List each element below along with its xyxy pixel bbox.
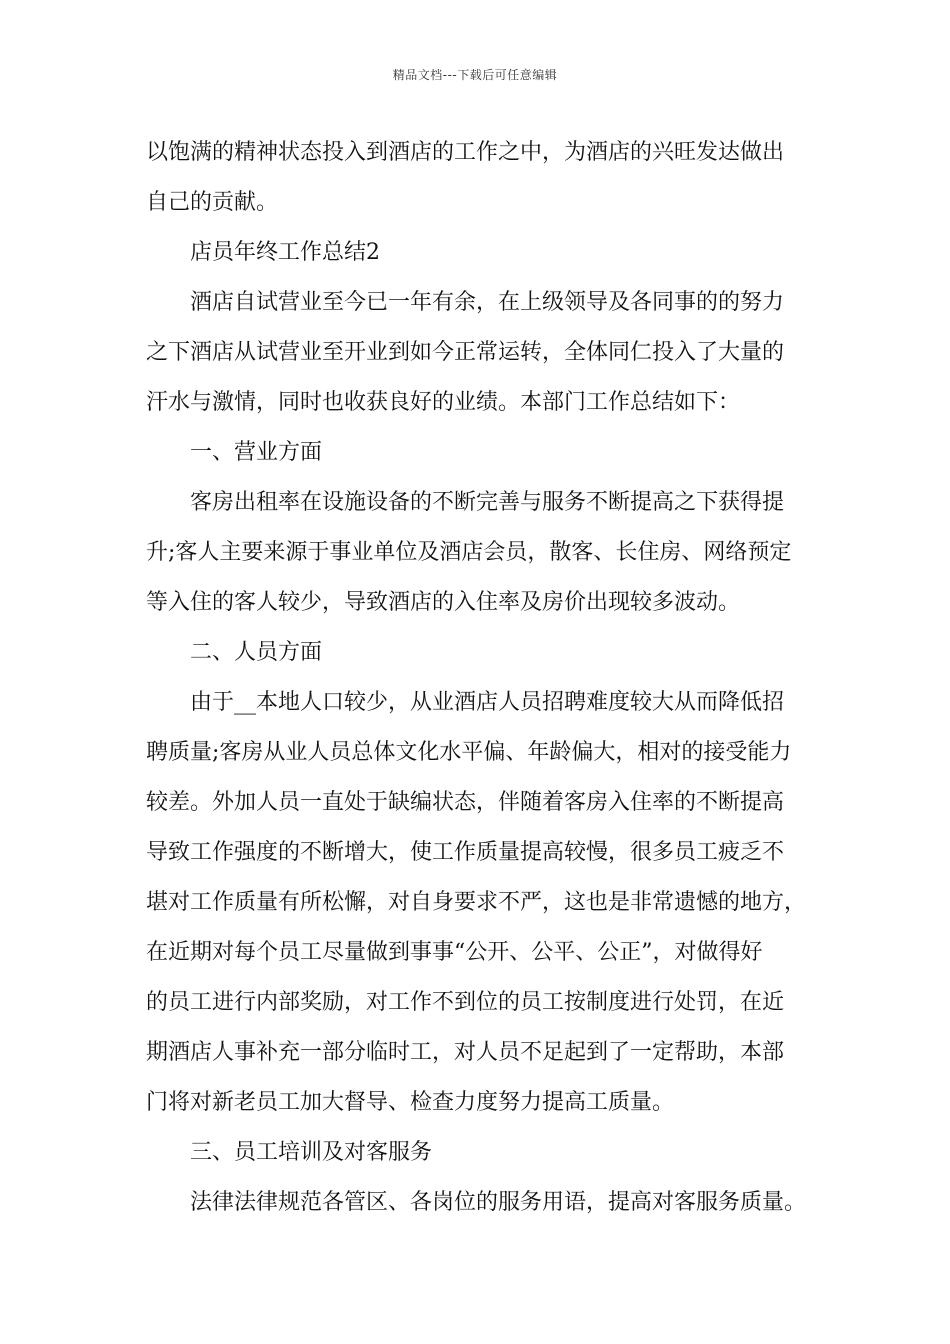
paragraph-start: 客房出租率在设施设备的不断完善与服务不断提高之下获得提	[190, 490, 785, 515]
section-heading: 三、员工培训及对客服务	[190, 1140, 433, 1165]
text-line: 等入住的客人较少，导致酒店的入住率及房价出现较多波动。	[146, 590, 741, 615]
text-line: 门将对新老员工加大督导、检查力度努力提高工质量。	[146, 1090, 675, 1115]
text-line: 较差。外加人员一直处于缺编状态，伴随着客房入住率的不断提高	[146, 790, 785, 815]
paragraph-start: 酒店自试营业至今已一年有余，在上级领导及各同事的的努力	[190, 290, 785, 315]
text-line: 自己的贡献。	[146, 190, 279, 215]
paragraph-start: 由于__本地人口较少，从业酒店人员招聘难度较大从而降低招	[190, 690, 785, 715]
text-line: 聘质量;客房从业人员总体文化水平偏、年龄偏大，相对的接受能力	[146, 740, 792, 765]
text-line: 之下酒店从试营业至开业到如今正常运转，全体同仁投入了大量的	[146, 340, 785, 365]
text-line: 汗水与激情，同时也收获良好的业绩。本部门工作总结如下：	[146, 390, 741, 415]
text-line: 堪对工作质量有所松懈，对自身要求不严，这也是非常遗憾的地方，	[146, 890, 807, 915]
text-line: 以饱满的精神状态投入到酒店的工作之中，为酒店的兴旺发达做出	[146, 140, 785, 165]
paragraph-start: 法律法律规范各管区、各岗位的服务用语，提高对客服务质量。	[190, 1190, 807, 1215]
section-heading: 一、营业方面	[190, 440, 323, 465]
text-line: 升;客人主要来源于事业单位及酒店会员，散客、长住房、网络预定	[146, 540, 792, 565]
document-body	[146, 128, 826, 1228]
section-title: 店员年终工作总结2	[190, 240, 380, 265]
text-line: 的员工进行内部奖励，对工作不到位的员工按制度进行处罚，在近	[146, 990, 785, 1015]
text-line: 导致工作强度的不断增大，使工作质量提高较慢，很多员工疲乏不	[146, 840, 785, 865]
text-line: 期酒店人事补充一部分临时工，对人员不足起到了一定帮助，本部	[146, 1040, 785, 1065]
section-heading: 二、人员方面	[190, 640, 323, 665]
text-line: 在近期对每个员工尽量做到事事“公开、公平、公正”，对做得好	[146, 940, 763, 965]
page-header: 精品文档---下载后可任意编辑	[392, 68, 558, 82]
